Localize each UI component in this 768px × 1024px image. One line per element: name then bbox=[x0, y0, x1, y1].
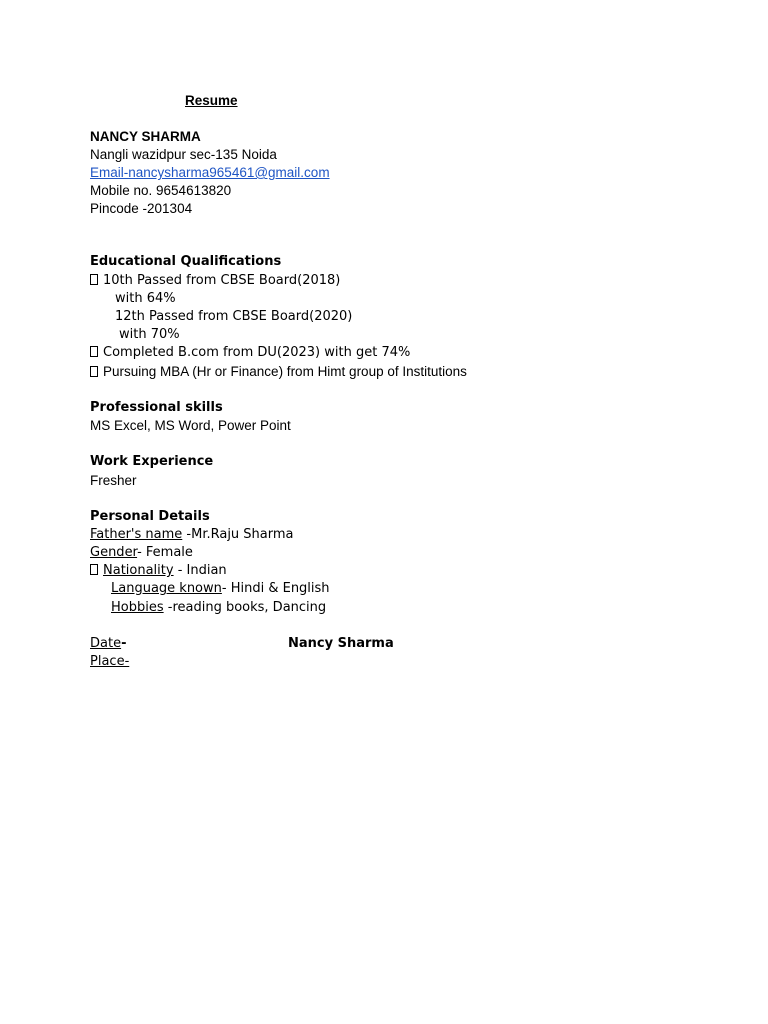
personal-heading: Personal Details bbox=[90, 509, 210, 524]
place-label: Place- bbox=[90, 654, 130, 669]
gender-value: - Female bbox=[137, 545, 193, 560]
address-text: Nangli wazidpur sec-135 Noida bbox=[90, 147, 277, 162]
hobbies-row bbox=[111, 599, 326, 617]
skills-heading: Professional skills bbox=[90, 400, 223, 415]
father-value: -Mr.Raju Sharma bbox=[182, 527, 294, 542]
education-item-2-continuation: with 70% bbox=[119, 327, 180, 342]
bullet-icon bbox=[90, 564, 98, 575]
education-item-1 bbox=[90, 272, 340, 290]
date-label: Date bbox=[90, 636, 122, 651]
email-link[interactable]: Email-nancysharma965461@gmail.com bbox=[90, 165, 330, 180]
bullet-icon bbox=[90, 366, 98, 377]
nationality-row bbox=[90, 562, 227, 580]
experience-text: Fresher bbox=[90, 473, 137, 488]
date-dash: - bbox=[121, 636, 127, 651]
skills-text: MS Excel, MS Word, Power Point bbox=[90, 418, 291, 433]
education-item-4-text: Pursuing MBA (Hr or Finance) from Himt group of Institutions bbox=[103, 364, 467, 379]
nationality-value: - Indian bbox=[173, 563, 227, 578]
gender-label: Gender bbox=[90, 545, 138, 560]
experience-heading: Work Experience bbox=[90, 454, 214, 469]
father-label: Father's name bbox=[90, 527, 183, 542]
mobile-text: Mobile no. 9654613820 bbox=[90, 183, 232, 198]
date-row bbox=[90, 635, 126, 653]
father-row bbox=[90, 526, 294, 544]
resume-heading: Resume bbox=[185, 93, 238, 108]
bullet-icon bbox=[90, 274, 98, 285]
language-value: - Hindi & English bbox=[221, 581, 330, 596]
language-row bbox=[111, 580, 330, 598]
education-item-1-continuation: with 64% bbox=[115, 291, 176, 306]
pincode-text: Pincode -201304 bbox=[90, 201, 193, 216]
education-heading: Educational Qualifications bbox=[90, 254, 282, 269]
education-item-4 bbox=[90, 363, 467, 381]
candidate-name: NANCY SHARMA bbox=[90, 129, 201, 144]
hobbies-label: Hobbies bbox=[111, 600, 164, 615]
education-item-3 bbox=[90, 344, 410, 362]
gender-row bbox=[90, 544, 193, 562]
education-item-1-text: 10th Passed from CBSE Board(2018) bbox=[103, 273, 341, 288]
language-label: Language known bbox=[111, 581, 222, 596]
signature-name: Nancy Sharma bbox=[288, 636, 394, 651]
nationality-label: Nationality bbox=[103, 563, 174, 578]
hobbies-value: -reading books, Dancing bbox=[163, 600, 327, 615]
education-item-3-text: Completed B.com from DU(2023) with get 74% bbox=[103, 345, 411, 360]
education-item-2: 12th Passed from CBSE Board(2020) bbox=[115, 309, 353, 324]
bullet-icon bbox=[90, 346, 98, 357]
